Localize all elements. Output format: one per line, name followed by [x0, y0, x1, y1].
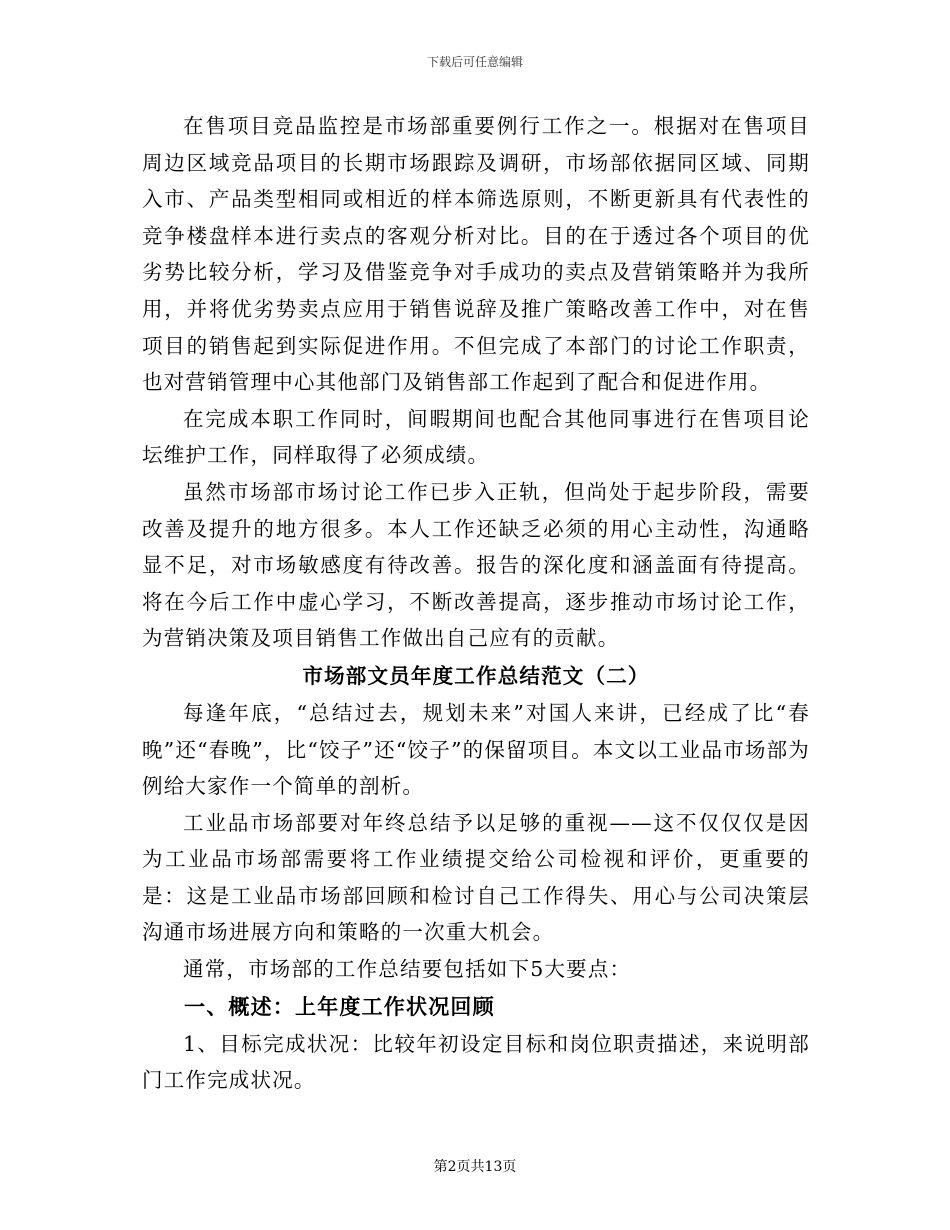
page-header-note: 下载后可任意编辑	[426, 55, 523, 69]
page-number-footer: 第2页共13页	[433, 1159, 517, 1175]
sub-heading-overview: 一、概述：上年度工作状况回顾	[184, 993, 495, 1019]
paragraph-goal-completion: 1、目标完成状况：比较年初设定目标和岗位职责描述，来说明部门工作完成状况。	[142, 1031, 810, 1093]
document-body	[142, 108, 810, 1099]
paragraph-competitor-monitoring: 在售项目竞品监控是市场部重要例行工作之一。根据对在售项目周边区域竞品项目的长期市场跟踪及调研，市场部依据同区域、同期入市、产品类型相同或相近的样本筛选原则，不断更新具有代表性的竞争楼盘样本进行卖点的客观分析对比。目的在于透过各个项目的优劣势比较分析，学习及借鉴竞争对手成功的卖点及营销策略并为我所用，并将优劣势卖点应用于销售说辞及推广策略改善工作中，对在售项目的销售起到实际促进作用。不但完成了本部门的讨论工作职责，也对营销管理中心其他部门及销售部工作起到了配合和促进作用。	[142, 114, 810, 395]
section-title: 市场部文员年度工作总结范文（二）	[302, 663, 650, 688]
paragraph-year-end-intro: 每逢年底，“总结过去，规划未来”对国人来讲，已经成了比“春晚”还“春晚”，比“饺子”还“饺子”的保留项目。本文以工业品市场部为例给大家作一个简单的剖析。	[142, 700, 810, 799]
paragraph-importance: 工业品市场部要对年终总结予以足够的重视——这不仅仅仅是因为工业品市场部需要将工作业绩提交给公司检视和评价，更重要的是：这是工业品市场部回顾和检讨自己工作得失、用心与公司决策层沟通市场进展方向和策略的一次重大机会。	[142, 810, 810, 945]
paragraph-improvement-areas: 虽然市场部市场讨论工作已步入正轨，但尚处于起步阶段，需要改善及提升的地方很多。本人工作还缺乏必须的用心主动性，沟通略显不足，对市场敏感度有待改善。报告的深化度和涵盖面有待提高。将在今后工作中虚心学习，不断改善提高，逐步推动市场讨论工作，为营销决策及项目销售工作做出自己应有的贡献。	[142, 479, 810, 651]
paragraph-forum-maintenance: 在完成本职工作同时，间暇期间也配合其他同事进行在售项目论坛维护工作，同样取得了必须成绩。	[142, 406, 810, 468]
paragraph-five-points: 通常，市场部的工作总结要包括如下5大要点：	[183, 957, 632, 982]
